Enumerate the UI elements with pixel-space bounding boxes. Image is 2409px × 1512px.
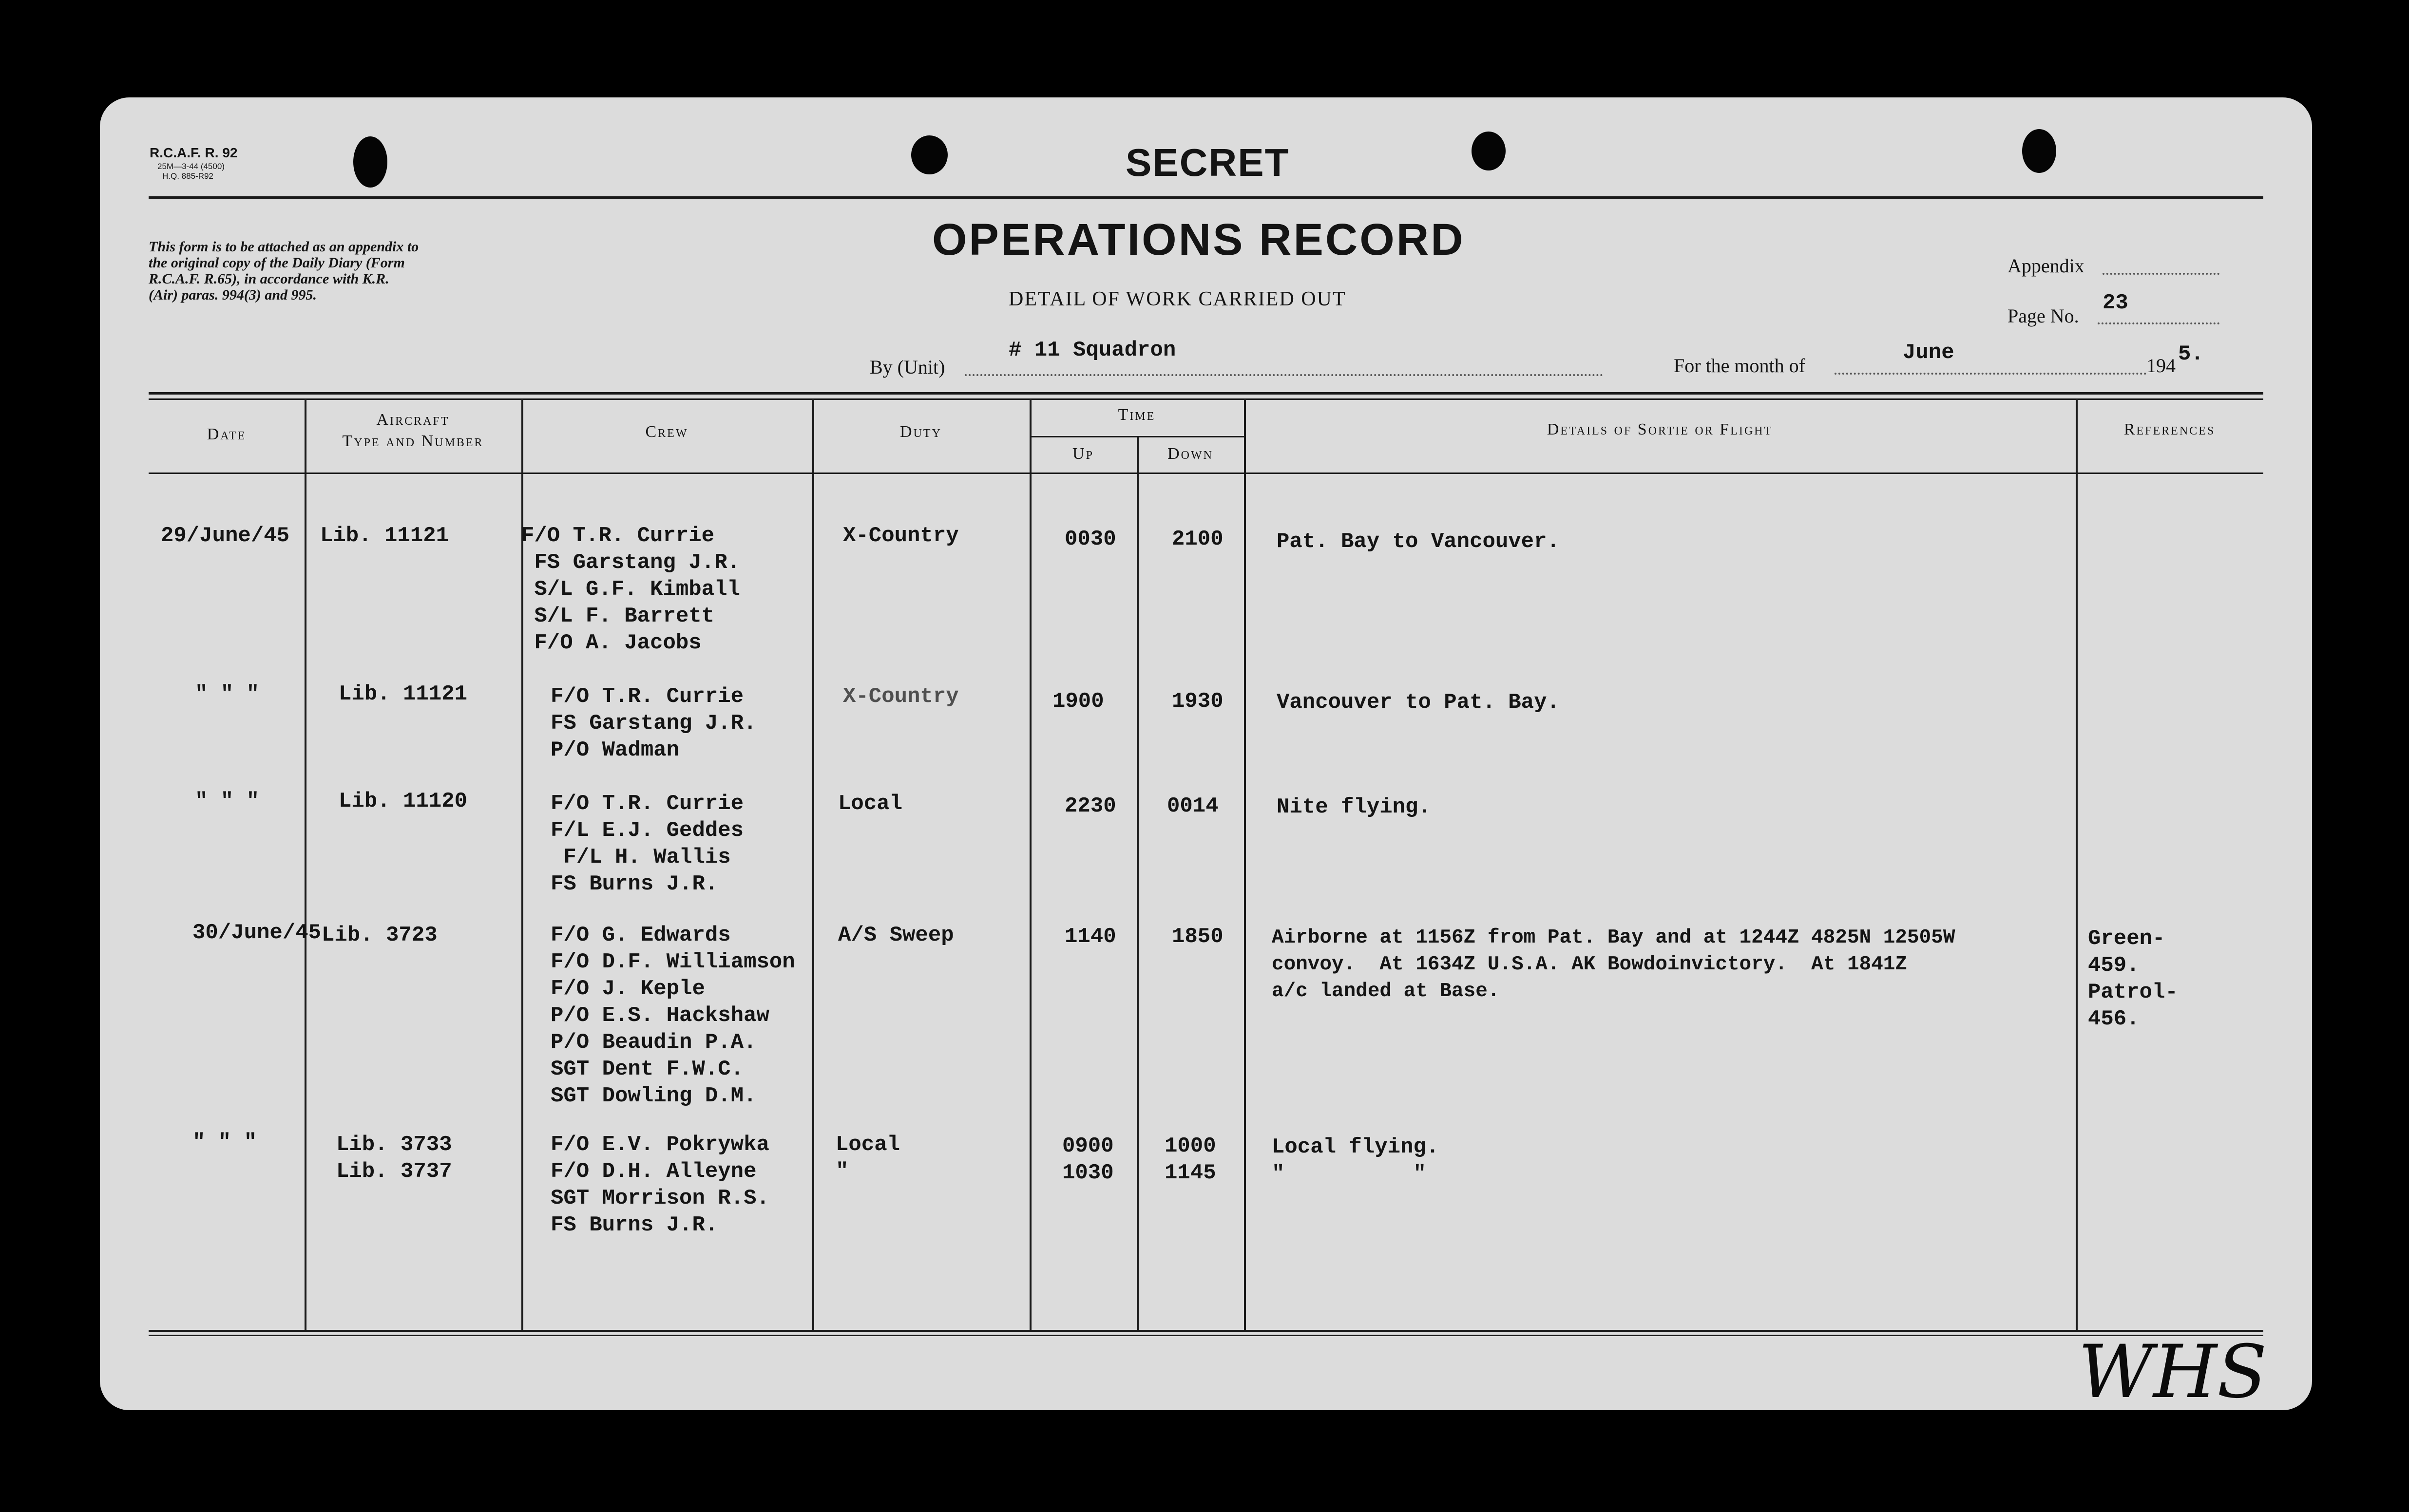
entry-crew: F/O T.R. Currie F/L E.J. Geddes F/L H. Wallis FS Burns J.R. xyxy=(551,792,744,896)
unit-label: By (Unit) xyxy=(870,356,945,378)
header-details: Details of Sortie or Flight xyxy=(1547,420,1773,438)
entry-aircraft: Lib. 3733 Lib. 3737 xyxy=(336,1133,452,1184)
month-value: June xyxy=(1903,340,1954,365)
page-title: OPERATIONS RECORD xyxy=(932,215,1465,265)
punch-hole xyxy=(2022,129,2056,173)
entry-crew: F/O T.R. Currie FS Garstang J.R. P/O Wadman xyxy=(551,684,757,762)
table-top-rule-2 xyxy=(149,398,2263,400)
column-divider xyxy=(2076,399,2078,1330)
top-rule xyxy=(149,196,2263,199)
operations-record-card xyxy=(100,97,2312,1410)
entry-time-down: 1850 xyxy=(1172,925,1224,949)
header-references: References xyxy=(2123,420,2216,438)
entry-duty: Local " xyxy=(836,1133,900,1184)
entry-duty: X-Country xyxy=(843,524,959,548)
entry-crew: F/O G. Edwards F/O D.F. Williamson F/O J. Keple P/O E.S. Hackshaw P/O Beaudin P.A. SGT Dent F.W.C. SGT Dowling D.M. xyxy=(551,923,795,1108)
entry-crew: F/O E.V. Pokrywka F/O D.H. Alleyne SGT Morrison R.S. FS Burns J.R. xyxy=(551,1133,769,1237)
column-divider xyxy=(305,399,306,1330)
form-code: R.C.A.F. R. 92 xyxy=(150,145,238,160)
entry-time-down: 1000 1145 xyxy=(1165,1134,1216,1185)
column-divider xyxy=(1244,399,1246,1330)
entry-crew: F/O T.R. Currie FS Garstang J.R. S/L G.F. Kimball S/L F. Barrett F/O A. Jacobs xyxy=(521,524,740,655)
header-time-up: Up xyxy=(1072,445,1094,463)
header-crew: Crew xyxy=(645,423,688,441)
entry-time-up: 1900 xyxy=(1052,689,1104,714)
entry-time-up: 2230 xyxy=(1065,794,1116,818)
entry-aircraft: Lib. 3723 xyxy=(322,923,438,947)
table-top-rule xyxy=(149,392,2263,395)
unit-dotted-line xyxy=(965,374,1603,376)
column-divider xyxy=(812,399,814,1330)
entry-time-down: 1930 xyxy=(1172,689,1224,714)
entry-details: Nite flying. xyxy=(1277,795,1431,819)
entry-duty: A/S Sweep xyxy=(838,923,954,947)
punch-hole xyxy=(911,135,948,174)
column-divider xyxy=(1030,399,1032,1330)
header-date: Date xyxy=(207,425,247,443)
header-time-down: Down xyxy=(1167,445,1213,463)
entry-date: " " " xyxy=(192,1130,257,1154)
classification-stamp: SECRET xyxy=(1126,141,1290,184)
entry-date: " " " xyxy=(195,682,260,706)
month-label: For the month of xyxy=(1674,355,1805,377)
form-instruction-note: This form is to be attached as an appendix to the original copy of the Daily Diary (Form R.C.A.F. R.65), in accordance with K.R. (Air) paras. 994(3) and 995. xyxy=(149,239,419,303)
column-divider xyxy=(1137,436,1139,1330)
entry-details: Airborne at 1156Z from Pat. Bay and at 1244Z 4825N 12505W convoy. At 1634Z U.S.A. AK Bowdoinvictory. At 1841Z a/c landed at Base. xyxy=(1272,926,1955,1002)
entry-references: Green- 459. Patrol- 456. xyxy=(2088,926,2178,1031)
appendix-dotted-line xyxy=(2103,273,2219,275)
form-print-line: H.Q. 885-R92 xyxy=(162,171,213,181)
entry-aircraft: Lib. 11121 xyxy=(320,524,449,548)
header-time: Time xyxy=(1118,406,1156,424)
entry-date: " " " xyxy=(195,789,260,813)
form-print-line: 25M—3-44 (4500) xyxy=(157,162,225,171)
page-number-value: 23 xyxy=(2103,291,2128,315)
header-bottom-rule xyxy=(149,472,2263,474)
table-bottom-rule-2 xyxy=(149,1335,2263,1336)
page-number-dotted-line xyxy=(2098,322,2219,324)
page-number-label: Page No. xyxy=(2008,305,2079,327)
entry-time-down: 0014 xyxy=(1167,794,1219,818)
year-suffix: 5. xyxy=(2178,342,2204,366)
header-aircraft: Aircraft xyxy=(376,411,450,429)
handwritten-initials: WHS xyxy=(2078,1330,2267,1410)
punch-hole xyxy=(353,136,387,188)
header-duty: Duty xyxy=(900,423,942,441)
punch-hole xyxy=(1472,132,1506,170)
entry-duty: Local xyxy=(838,792,903,816)
table-bottom-rule xyxy=(149,1330,2263,1332)
unit-value: # 11 Squadron xyxy=(1009,338,1176,362)
entry-time-up: 1140 xyxy=(1065,925,1116,949)
entry-time-down: 2100 xyxy=(1172,527,1224,551)
entry-time-up: 0030 xyxy=(1065,527,1116,551)
entry-date: 29/June/45 xyxy=(161,524,290,548)
month-dotted-line xyxy=(1835,373,2146,375)
year-prefix: 194 xyxy=(2146,355,2176,377)
entry-aircraft: Lib. 11120 xyxy=(339,789,468,813)
entry-aircraft: Lib. 11121 xyxy=(339,682,468,706)
entry-duty: X-Country xyxy=(843,684,959,709)
entry-details: Vancouver to Pat. Bay. xyxy=(1277,690,1560,715)
entry-time-up: 0900 1030 xyxy=(1062,1134,1114,1185)
entry-date: 30/June/45 xyxy=(192,921,322,945)
header-aircraft-type: Type and Number xyxy=(342,432,484,450)
page-subtitle: DETAIL OF WORK CARRIED OUT xyxy=(1009,288,1346,310)
appendix-label: Appendix xyxy=(2008,255,2084,277)
entry-details: Local flying. " " xyxy=(1272,1135,1439,1186)
entry-details: Pat. Bay to Vancouver. xyxy=(1277,529,1560,554)
